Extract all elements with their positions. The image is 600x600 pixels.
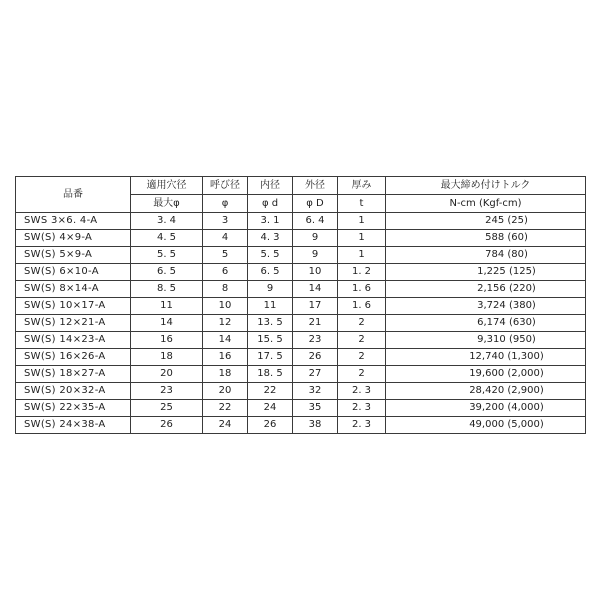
cell-torque: 9,310 (950) — [386, 332, 586, 349]
cell-part-no: SW(S) 22×35-A — [16, 400, 131, 417]
cell-nominal: 8 — [203, 281, 248, 298]
cell-nominal: 10 — [203, 298, 248, 315]
cell-inner: 3. 1 — [248, 213, 293, 230]
table-row — [16, 400, 586, 417]
cell-thickness: 1. 6 — [338, 281, 386, 298]
cell-nominal: 14 — [203, 332, 248, 349]
cell-thickness: 2 — [338, 315, 386, 332]
cell-part-no: SW(S) 12×21-A — [16, 315, 131, 332]
table-header — [16, 177, 586, 213]
cell-torque: 28,420 (2,900) — [386, 383, 586, 400]
header-inner: 内径 — [248, 177, 293, 195]
cell-outer: 14 — [293, 281, 338, 298]
cell-hole: 25 — [131, 400, 203, 417]
cell-inner: 18. 5 — [248, 366, 293, 383]
cell-torque: 588 (60) — [386, 230, 586, 247]
cell-inner: 5. 5 — [248, 247, 293, 264]
cell-inner: 11 — [248, 298, 293, 315]
cell-part-no: SW(S) 10×17-A — [16, 298, 131, 315]
cell-outer: 6. 4 — [293, 213, 338, 230]
cell-nominal: 16 — [203, 349, 248, 366]
cell-outer: 9 — [293, 230, 338, 247]
cell-inner: 24 — [248, 400, 293, 417]
table-row — [16, 264, 586, 281]
cell-outer: 26 — [293, 349, 338, 366]
header-nominal: 呼び径 — [203, 177, 248, 195]
table-row — [16, 383, 586, 400]
cell-inner: 4. 3 — [248, 230, 293, 247]
cell-torque: 1,225 (125) — [386, 264, 586, 281]
subheader-thickness: t — [338, 195, 386, 213]
header-part-no: 品番 — [16, 177, 131, 213]
cell-thickness: 1. 2 — [338, 264, 386, 281]
cell-nominal: 18 — [203, 366, 248, 383]
cell-hole: 6. 5 — [131, 264, 203, 281]
cell-hole: 26 — [131, 417, 203, 434]
cell-thickness: 1. 6 — [338, 298, 386, 315]
cell-part-no: SW(S) 16×26-A — [16, 349, 131, 366]
table-row — [16, 247, 586, 264]
header-row — [16, 177, 586, 195]
cell-outer: 35 — [293, 400, 338, 417]
cell-part-no: SW(S) 14×23-A — [16, 332, 131, 349]
cell-nominal: 6 — [203, 264, 248, 281]
cell-torque: 12,740 (1,300) — [386, 349, 586, 366]
cell-outer: 9 — [293, 247, 338, 264]
cell-inner: 15. 5 — [248, 332, 293, 349]
cell-inner: 26 — [248, 417, 293, 434]
cell-part-no: SW(S) 24×38-A — [16, 417, 131, 434]
cell-outer: 32 — [293, 383, 338, 400]
cell-part-no: SW(S) 5×9-A — [16, 247, 131, 264]
subheader-torque: N-cm (Kgf-cm) — [386, 195, 586, 213]
cell-part-no: SWS 3×6. 4-A — [16, 213, 131, 230]
cell-part-no: SW(S) 4×9-A — [16, 230, 131, 247]
cell-thickness: 1 — [338, 213, 386, 230]
cell-inner: 13. 5 — [248, 315, 293, 332]
cell-nominal: 4 — [203, 230, 248, 247]
cell-hole: 5. 5 — [131, 247, 203, 264]
cell-nominal: 20 — [203, 383, 248, 400]
table-body — [16, 213, 586, 434]
header-torque: 最大締め付けトルク — [386, 177, 586, 195]
cell-outer: 17 — [293, 298, 338, 315]
spec-table — [15, 176, 586, 434]
cell-inner: 22 — [248, 383, 293, 400]
cell-thickness: 2 — [338, 349, 386, 366]
cell-thickness: 1 — [338, 247, 386, 264]
cell-nominal: 12 — [203, 315, 248, 332]
cell-inner: 17. 5 — [248, 349, 293, 366]
cell-part-no: SW(S) 20×32-A — [16, 383, 131, 400]
subheader-outer: φ D — [293, 195, 338, 213]
cell-thickness: 2 — [338, 366, 386, 383]
subheader-inner: φ d — [248, 195, 293, 213]
cell-outer: 27 — [293, 366, 338, 383]
table-row — [16, 332, 586, 349]
cell-torque: 784 (80) — [386, 247, 586, 264]
table-row — [16, 213, 586, 230]
cell-outer: 38 — [293, 417, 338, 434]
table-row — [16, 315, 586, 332]
cell-thickness: 2. 3 — [338, 383, 386, 400]
cell-thickness: 2. 3 — [338, 417, 386, 434]
cell-torque: 6,174 (630) — [386, 315, 586, 332]
cell-hole: 3. 4 — [131, 213, 203, 230]
cell-hole: 14 — [131, 315, 203, 332]
cell-inner: 6. 5 — [248, 264, 293, 281]
cell-nominal: 5 — [203, 247, 248, 264]
subheader-hole: 最大φ — [131, 195, 203, 213]
cell-inner: 9 — [248, 281, 293, 298]
table-row — [16, 230, 586, 247]
cell-hole: 23 — [131, 383, 203, 400]
cell-torque: 39,200 (4,000) — [386, 400, 586, 417]
cell-hole: 18 — [131, 349, 203, 366]
cell-torque: 2,156 (220) — [386, 281, 586, 298]
cell-part-no: SW(S) 18×27-A — [16, 366, 131, 383]
table-row — [16, 366, 586, 383]
cell-thickness: 1 — [338, 230, 386, 247]
cell-nominal: 22 — [203, 400, 248, 417]
cell-thickness: 2 — [338, 332, 386, 349]
cell-torque: 3,724 (380) — [386, 298, 586, 315]
cell-nominal: 24 — [203, 417, 248, 434]
cell-torque: 245 (25) — [386, 213, 586, 230]
cell-nominal: 3 — [203, 213, 248, 230]
header-outer: 外径 — [293, 177, 338, 195]
cell-part-no: SW(S) 6×10-A — [16, 264, 131, 281]
cell-part-no: SW(S) 8×14-A — [16, 281, 131, 298]
subheader-nominal: φ — [203, 195, 248, 213]
table-row — [16, 281, 586, 298]
table-row — [16, 349, 586, 366]
cell-hole: 4. 5 — [131, 230, 203, 247]
cell-hole: 20 — [131, 366, 203, 383]
cell-outer: 23 — [293, 332, 338, 349]
header-thickness: 厚み — [338, 177, 386, 195]
cell-hole: 8. 5 — [131, 281, 203, 298]
cell-hole: 16 — [131, 332, 203, 349]
cell-hole: 11 — [131, 298, 203, 315]
table-row — [16, 417, 586, 434]
table-row — [16, 298, 586, 315]
cell-thickness: 2. 3 — [338, 400, 386, 417]
cell-outer: 21 — [293, 315, 338, 332]
cell-outer: 10 — [293, 264, 338, 281]
cell-torque: 49,000 (5,000) — [386, 417, 586, 434]
cell-torque: 19,600 (2,000) — [386, 366, 586, 383]
header-hole: 適用穴径 — [131, 177, 203, 195]
